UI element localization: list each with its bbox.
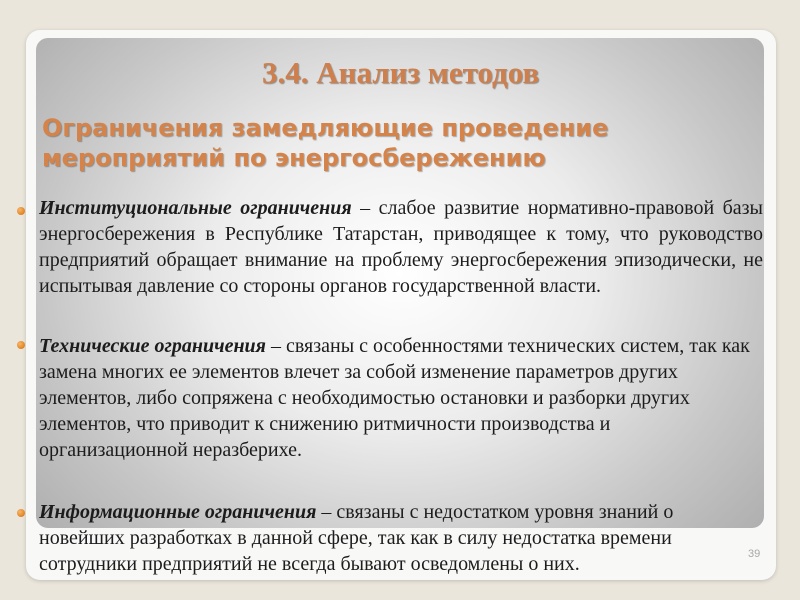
list-item-institutional — [39, 195, 763, 299]
text-institutional: – слабое развитие нормативно-правовой базы энергосбережения в Республике Татарстан, приводящее к тому, что руководство предприятий обращает внимание на проблему энергосбережения эпизодически, не испытывая давление со стороны органов государственной власти. — [39, 197, 763, 297]
text-informational: – связаны с недостатком уровня знаний о новейших разработках в данной сфере, так как в силу недостатка времени сотрудники предприятий не всегда бывают осведомлены о них. — [39, 501, 674, 575]
bullet-icon — [17, 341, 25, 349]
slide-title: 3.4. Анализ методов — [262, 55, 540, 90]
term-technical: Технические ограничения — [39, 335, 266, 357]
term-informational: Информационные ограничения — [39, 501, 317, 523]
page-number: 39 — [748, 548, 761, 560]
slide-subtitle: Ограничения замедляющие проведение мероприятий по энергосбережению — [42, 114, 609, 172]
list-item-informational — [39, 499, 751, 577]
bullet-icon — [17, 509, 25, 517]
term-institutional: Институциональные ограничения — [39, 197, 352, 219]
text-technical: – связаны с особенностями технических систем, так как замена многих ее элементов влечет за собой изменение параметров других элементов, либо сопряжена с необходимостью остановки и разборки других элементов, что приводит к снижению ритмичности производства и организационной неразберихе. — [39, 335, 750, 461]
bullet-icon — [17, 207, 25, 215]
list-item-technical — [39, 333, 759, 463]
